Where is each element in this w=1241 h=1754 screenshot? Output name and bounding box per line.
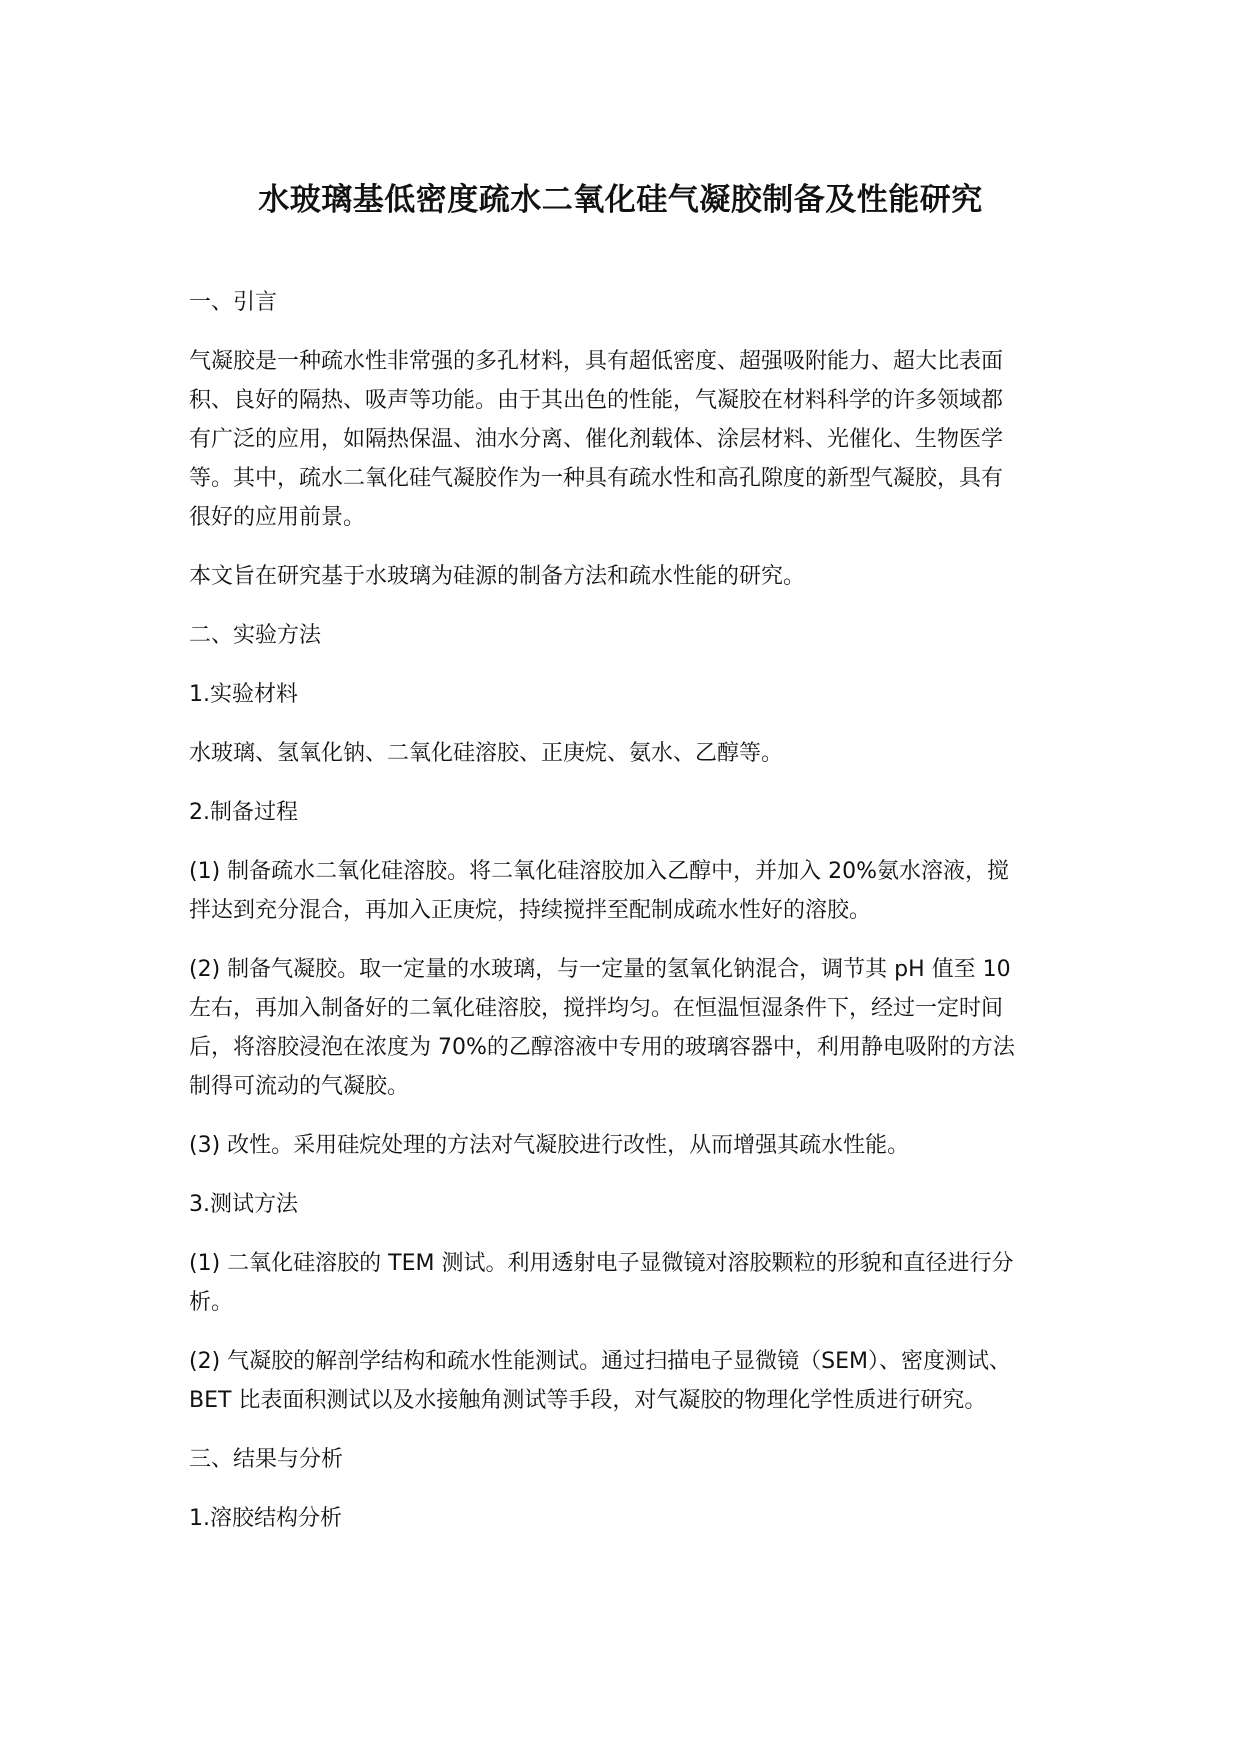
text-line: 拌达到充分混合，再加入正庚烷，持续搅拌至配制成疏水性好的溶胶。 (189, 898, 872, 923)
text-line: 积、良好的隔热、吸声等功能。由于其出色的性能，气凝胶在材料科学的许多领域都 (189, 388, 1004, 413)
intro-paragraph-2: 本文旨在研究基于水玻璃为硅源的制备方法和疏水性能的研究。 (189, 564, 806, 589)
process-step-3: (3) 改性。采用硅烷处理的方法对气凝胶进行改性，从而增强其疏水性能。 (189, 1133, 910, 1158)
intro-paragraph-1 (189, 342, 1053, 537)
section-heading-results: 三、结果与分析 (189, 1447, 344, 1472)
text-line: 有广泛的应用，如隔热保温、油水分离、催化剂载体、涂层材料、光催化、生物医学 (189, 427, 1004, 452)
text-line: 气凝胶是一种疏水性非常强的多孔材料，具有超低密度、超强吸附能力、超大比表面 (189, 349, 1004, 374)
text-line: (1) 二氧化硅溶胶的 TEM 测试。利用透射电子显微镜对溶胶颗粒的形貌和直径进行分 (189, 1251, 1014, 1276)
subheading-sol-structure: 1.溶胶结构分析 (189, 1506, 342, 1531)
text-line: 析。 (189, 1290, 234, 1315)
section-heading-introduction: 一、引言 (189, 290, 278, 315)
document-title: 水玻璃基低密度疏水二氧化硅气凝胶制备及性能研究 (258, 182, 983, 218)
text-line: 很好的应用前景。 (189, 505, 366, 530)
materials-list: 水玻璃、氢氧化钠、二氧化硅溶胶、正庚烷、氨水、乙醇等。 (189, 741, 784, 766)
process-step-2 (189, 950, 1053, 1106)
text-line: BET 比表面积测试以及水接触角测试等手段，对气凝胶的物理化学性质进行研究。 (189, 1388, 987, 1413)
text-line: (2) 气凝胶的解剖学结构和疏水性能测试。通过扫描电子显微镜（SEM）、密度测试、 (189, 1349, 1012, 1374)
section-heading-methods: 二、实验方法 (189, 623, 322, 648)
text-line: 后，将溶胶浸泡在浓度为 70%的乙醇溶液中专用的玻璃容器中，利用静电吸附的方法 (189, 1035, 1015, 1060)
text-line: (2) 制备气凝胶。取一定量的水玻璃，与一定量的氢氧化钠混合，调节其 pH 值至 10 (189, 957, 1011, 982)
test-method-2 (189, 1342, 1053, 1420)
subheading-materials: 1.实验材料 (189, 682, 298, 707)
test-method-1 (189, 1244, 1053, 1322)
text-line: 左右，再加入制备好的二氧化硅溶胶，搅拌均匀。在恒温恒湿条件下，经过一定时间 (189, 996, 1004, 1021)
text-line: 制得可流动的气凝胶。 (189, 1074, 410, 1099)
subheading-process: 2.制备过程 (189, 800, 298, 825)
text-line: 等。其中，疏水二氧化硅气凝胶作为一种具有疏水性和高孔隙度的新型气凝胶，具有 (189, 466, 1004, 491)
text-line: (1) 制备疏水二氧化硅溶胶。将二氧化硅溶胶加入乙醇中，并加入 20%氨水溶液，搅 (189, 859, 1010, 884)
subheading-test-methods: 3.测试方法 (189, 1192, 298, 1217)
process-step-1 (189, 852, 1053, 930)
document-body (189, 283, 1053, 1558)
